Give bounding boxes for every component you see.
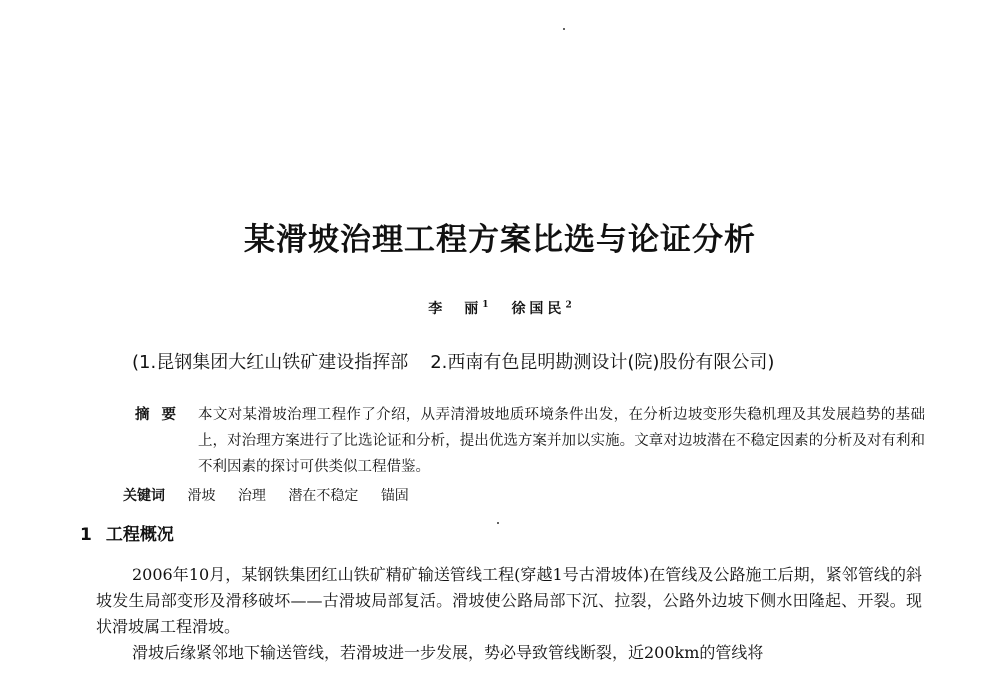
body-paragraph: 2006年10月，某钢铁集团红山铁矿精矿输送管线工程(穿越1号古滑坡体)在管线及公路施工后期，紧邻管线的斜坡发生局部变形及滑移破坏——古滑坡局部复活。滑坡使公路局部下沉、拉裂，公路外边坡下侧水田隆起、开裂。现状滑坡属工程滑坡。 (96, 565, 922, 636)
section-heading (80, 520, 174, 545)
abstract-text: 本文对某滑坡治理工程作了介绍，从弄清滑坡地质环境条件出发，在分析边坡变形失稳机理及其发展趋势的基础上，对治理方案进行了比选论证和分析，提出优选方案并加以实施。文章对边坡潜在不稳定因素的分析及对有利和不利因素的探讨可供类似工程借鉴。 (198, 407, 925, 475)
author-name: 李 丽 (428, 301, 483, 317)
author-1 (428, 301, 502, 317)
affiliation-1: (1.昆钢集团大红山铁矿建设指挥部 (132, 352, 409, 373)
scan-speck (563, 28, 565, 30)
body-paragraph: 滑坡后缘紧邻地下输送管线，若滑坡进一步发展，势必导致管线断裂，近200km的管线将 (132, 643, 764, 662)
keyword: 锚固 (380, 488, 409, 504)
abstract-label: 摘要 (135, 406, 188, 423)
affiliations (132, 348, 912, 374)
abstract-block (135, 402, 925, 480)
author-affil-mark: 1 (482, 300, 489, 311)
section-number: 1 (80, 525, 92, 545)
keyword: 潜在不稳定 (288, 488, 359, 504)
author-affil-mark: 2 (565, 300, 572, 311)
keyword: 滑坡 (187, 488, 216, 504)
author-2 (511, 301, 571, 317)
keywords-label: 关键词 (123, 488, 165, 504)
affiliation-2: 2.西南有色昆明勘测设计(院)股份有限公司) (430, 352, 775, 373)
keywords-line (123, 485, 427, 505)
section-title: 工程概况 (105, 525, 174, 545)
keyword: 治理 (237, 488, 266, 504)
scan-speck (497, 522, 499, 524)
paper-title: 某滑坡治理工程方案比选与论证分析 (244, 222, 756, 258)
author-line (0, 298, 1000, 318)
author-name: 徐国民 (511, 301, 566, 317)
